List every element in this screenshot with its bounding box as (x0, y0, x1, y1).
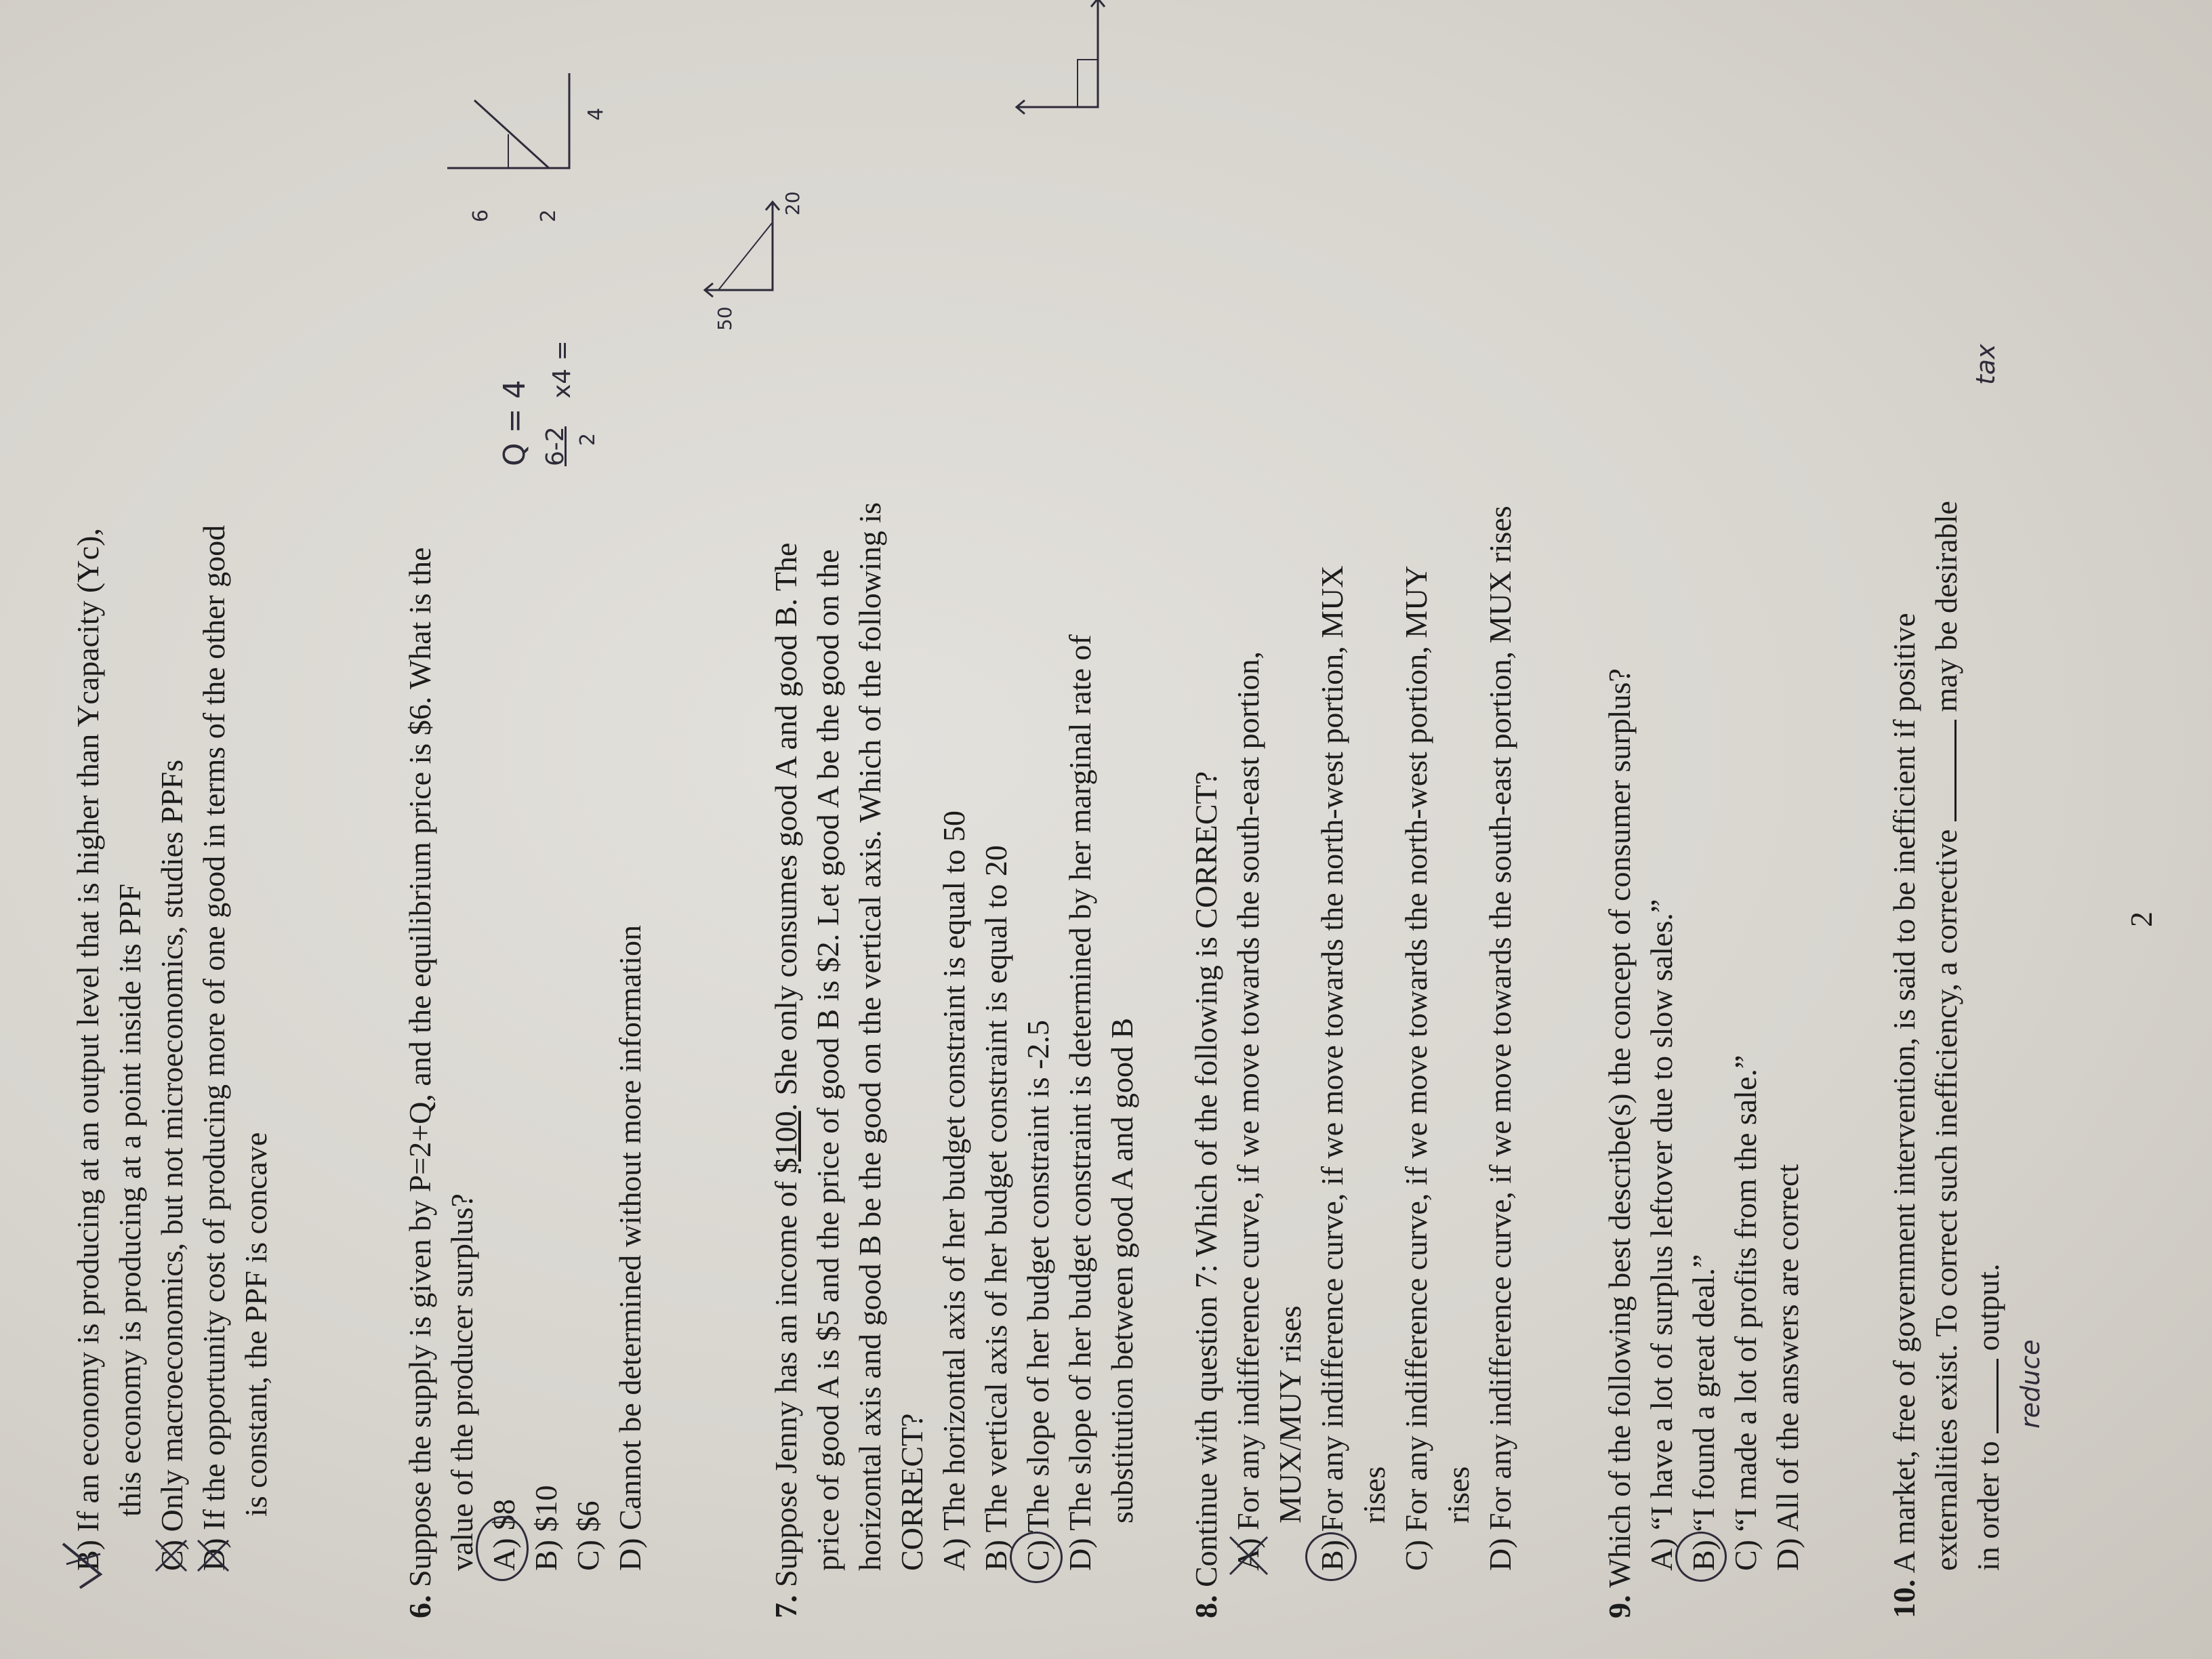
q5-option-b-line2: this economy is producing at a point inside its PPF (112, 883, 147, 1517)
q9-option-c-text: “I made a lot of profits from the sale.” (1728, 1054, 1763, 1532)
q7-option-d-letter: D) (1063, 1538, 1097, 1571)
q7-stem-line4: CORRECT? (895, 1413, 929, 1571)
q7-stem-line3: horizontal axis and good B be the good on the vertical axis. Which of the following is (853, 502, 887, 1571)
q10-number: 10. (1887, 1579, 1921, 1618)
q8-option-b (1312, 565, 1353, 1571)
q9-option-a-letter: A) (1644, 1538, 1679, 1571)
cross-mark-icon (194, 1534, 235, 1574)
q6-note-denominator: 2 (576, 432, 600, 446)
q9-option-d (1767, 1164, 1808, 1571)
q6-note-fraction: 6-2 (541, 426, 569, 466)
q5-option-c-letter: C) (155, 1540, 189, 1571)
q8-option-a (1228, 651, 1269, 1571)
page-number: 2 (2124, 912, 2158, 927)
answer-circle (476, 1516, 529, 1581)
sketch-label-6: 6 (469, 209, 493, 222)
q5-option-c (152, 760, 192, 1571)
cross-mark-icon (152, 1534, 193, 1574)
q6-option-c-text: $6 (571, 1500, 605, 1532)
q8-option-b-line2: rises (1357, 1466, 1391, 1523)
q6-stem-text: Suppose the supply is given by P=2+Q, and the equilibrium price is $6. What is the (403, 547, 437, 1587)
q7-stem-text: Suppose Jenny has an income of (769, 1181, 803, 1587)
q9-option-b (1683, 1254, 1724, 1571)
q7-option-d-text: The slope of her budget constraint is determined by her marginal rate of (1063, 634, 1097, 1531)
q10-line3-text-b: output. (1971, 1263, 2005, 1351)
q8-option-b-letter: B) (1315, 1540, 1349, 1571)
q8-option-c-line2: rises (1441, 1466, 1475, 1523)
q7-option-c (1018, 1020, 1059, 1571)
q7-stem-line1 (766, 543, 806, 1618)
q7-option-c-text: The slope of her budget constraint is -2.5 (1021, 1020, 1055, 1533)
q9-stem-text: Which of the following best describe(s) the concept of consumer surplus? (1602, 668, 1637, 1588)
cross-mark-icon (1227, 1530, 1274, 1578)
q10-line2-text-b: may be desirable (1929, 501, 1963, 712)
answer-circle (1010, 1532, 1063, 1583)
q7-number: 7. (769, 1595, 803, 1618)
q5-option-c-text: Only macroeconomics, but not microeconomics, studies PPFs (155, 759, 189, 1532)
q6-stem-line2: value of the producer surplus? (445, 1193, 479, 1571)
q9-option-b-text: “I found a great deal.” (1686, 1254, 1721, 1532)
q9-stem (1599, 668, 1640, 1618)
q9-option-a-text: “I have a lot of surplus leftover due to slow sales.” (1644, 899, 1679, 1530)
q8-number: 8. (1189, 1595, 1223, 1618)
q8-option-a-letter: A) (1231, 1538, 1265, 1571)
q6-option-d (610, 925, 651, 1571)
q5-option-b-text-line1: If an economy is producing at an output level that is higher than Ycapacity (Yc), (70, 528, 105, 1532)
q7-option-c-letter: C) (1021, 1540, 1055, 1571)
q10-line3 (1968, 1263, 2009, 1571)
q6-option-b (526, 1486, 567, 1572)
q6-stem-line1 (400, 548, 441, 1618)
q7-stem-line2: price of good A is $5 and the price of good B is $2. Let good A be the good on the (811, 549, 845, 1571)
q10-line3-text-a: in order to (1971, 1441, 2005, 1571)
q6-number: 6. (403, 1595, 437, 1618)
q6-note-times: x4 = (548, 340, 576, 398)
q9-option-d-text: All of the answers are correct (1770, 1164, 1805, 1532)
sketch-label-20: 20 (781, 191, 804, 216)
q10-line2 (1926, 501, 1967, 1571)
q5-option-d (194, 525, 234, 1571)
q7-stem-text-b: . She only consumes good A and good B. The (769, 542, 803, 1111)
answer-circle (1305, 1532, 1357, 1581)
q8-option-a-text-line1: For any indifference curve, if we move towards the south-east portion, (1231, 651, 1265, 1530)
q8-option-d (1480, 506, 1521, 1571)
q6-option-c (568, 1501, 609, 1572)
q9-option-c (1725, 1055, 1766, 1571)
q6-option-c-letter: C) (571, 1540, 605, 1571)
checkmark-icon (60, 1530, 107, 1591)
q6-note-q: Q = 4 (497, 380, 532, 466)
q7-option-b-letter: B) (979, 1540, 1013, 1571)
q9-number: 9. (1602, 1595, 1637, 1618)
q6-option-a-text: $8 (487, 1498, 521, 1530)
q7-option-a-letter: A) (937, 1538, 971, 1571)
sketch-label-50: 50 (714, 306, 736, 331)
q8-stem (1186, 771, 1227, 1618)
q8-option-d-text: For any indifference curve, if we move towards the south-east portion, MUX rises (1483, 506, 1517, 1530)
q8-option-c-text-line1: For any indifference curve, if we move towards the north-west portion, MUY (1399, 565, 1433, 1532)
q6-option-b-letter: B) (529, 1540, 563, 1571)
q9-option-c-letter: C) (1728, 1540, 1763, 1571)
q10-answer-reduce: reduce (2015, 1339, 2045, 1429)
q7-option-d-line2: substitution between good A and good B (1105, 1017, 1139, 1523)
q5-option-b (68, 528, 108, 1571)
q7-option-a-text: The horizontal axis of her budget constraint is equal to 50 (937, 810, 971, 1531)
q8-option-b-text-line1: For any indifference curve, if we move towards the north-west portion, MUX (1315, 565, 1349, 1532)
q8-option-d-letter: D) (1483, 1538, 1517, 1571)
q10-blank-2 (1969, 1359, 1999, 1433)
q9-option-d-letter: D) (1770, 1538, 1805, 1571)
q8-stem-text: Continue with question 7: Which of the following is CORRECT? (1189, 771, 1223, 1587)
q5-option-d-line2: is constant, the PPF is concave (239, 1132, 273, 1517)
q8-option-c-letter: C) (1399, 1540, 1433, 1571)
q9-option-a (1641, 899, 1682, 1571)
q7-option-b (976, 845, 1017, 1571)
q6-option-d-text: Cannot be determined without more information (613, 924, 647, 1530)
q10-blank-1 (1927, 720, 1957, 821)
supply-sketch (434, 60, 596, 209)
sketch-label-2: 2 (537, 209, 560, 222)
q6-option-b-text: $10 (529, 1485, 563, 1532)
q8-option-c (1396, 565, 1437, 1571)
q9-option-b-letter: B) (1686, 1540, 1721, 1571)
q7-option-d (1060, 634, 1101, 1571)
q8-option-a-line2: MUX/MUY rises (1273, 1305, 1307, 1523)
q6-option-a-letter: A) (487, 1538, 521, 1571)
q5-option-d-text-line1: If the opportunity cost of producing more of one good in terms of the other good (197, 525, 231, 1530)
q10-line1 (1884, 613, 1925, 1618)
q6-option-d-letter: D) (613, 1538, 647, 1571)
q7-option-b-text: The vertical axis of her budget constraint is equal to 20 (979, 845, 1013, 1533)
axes-sketch (1003, 0, 1111, 127)
q5-option-d-letter: D) (197, 1538, 231, 1571)
q10-answer-tax: tax (1971, 344, 2001, 385)
q10-line1-text: A market, free of government intervention, is said to be inefficient if positive (1887, 613, 1921, 1574)
q5-option-b-letter: B) (70, 1540, 105, 1571)
q10-line2-text-a: externalities exist. To correct such inefficiency, a corrective (1929, 829, 1963, 1571)
sketch-label-4: 4 (584, 107, 608, 121)
q7-income: $100 (769, 1111, 803, 1174)
answer-circle (1675, 1532, 1727, 1582)
q7-option-a (934, 811, 975, 1571)
